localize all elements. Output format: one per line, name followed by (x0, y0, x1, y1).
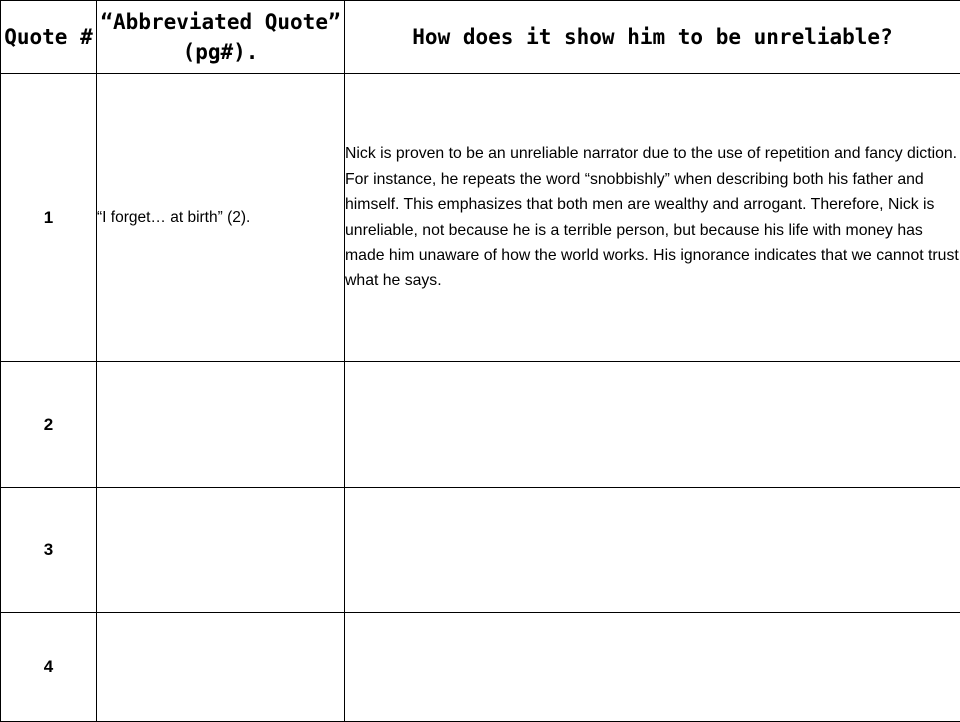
table-row (1, 488, 960, 613)
analysis-cell[interactable] (345, 613, 960, 722)
header-row (1, 1, 960, 74)
analysis-cell[interactable] (345, 488, 960, 613)
quote-cell[interactable] (97, 362, 345, 488)
quote-cell[interactable] (97, 488, 345, 613)
row-number-cell: 2 (1, 362, 97, 488)
table-row (1, 362, 960, 488)
analysis-cell[interactable]: Nick is proven to be an unreliable narrator due to the use of repetition and fancy diction. For instance, he repeats the word “snobbishly” when describing both his father and himself. This emphasizes that both men are wealthy and arrogant. Therefore, Nick is unreliable, not because he is a terrible person, but because his life with money has made him unaware of how the world works. His ignorance indicates that we cannot trust what he says. (345, 74, 960, 362)
header-abbreviated-quote: “Abbreviated Quote” (pg#). (97, 1, 345, 74)
quote-cell[interactable] (97, 613, 345, 722)
analysis-cell[interactable] (345, 362, 960, 488)
row-number-cell: 1 (1, 74, 97, 362)
header-unreliable-explanation: How does it show him to be unreliable? (345, 1, 960, 74)
table-row (1, 613, 960, 722)
table-row (1, 74, 960, 362)
row-number-cell: 4 (1, 613, 97, 722)
quote-cell[interactable]: “I forget… at birth” (2). (97, 74, 345, 362)
header-quote-number: Quote # (1, 1, 97, 74)
row-number-cell: 3 (1, 488, 97, 613)
